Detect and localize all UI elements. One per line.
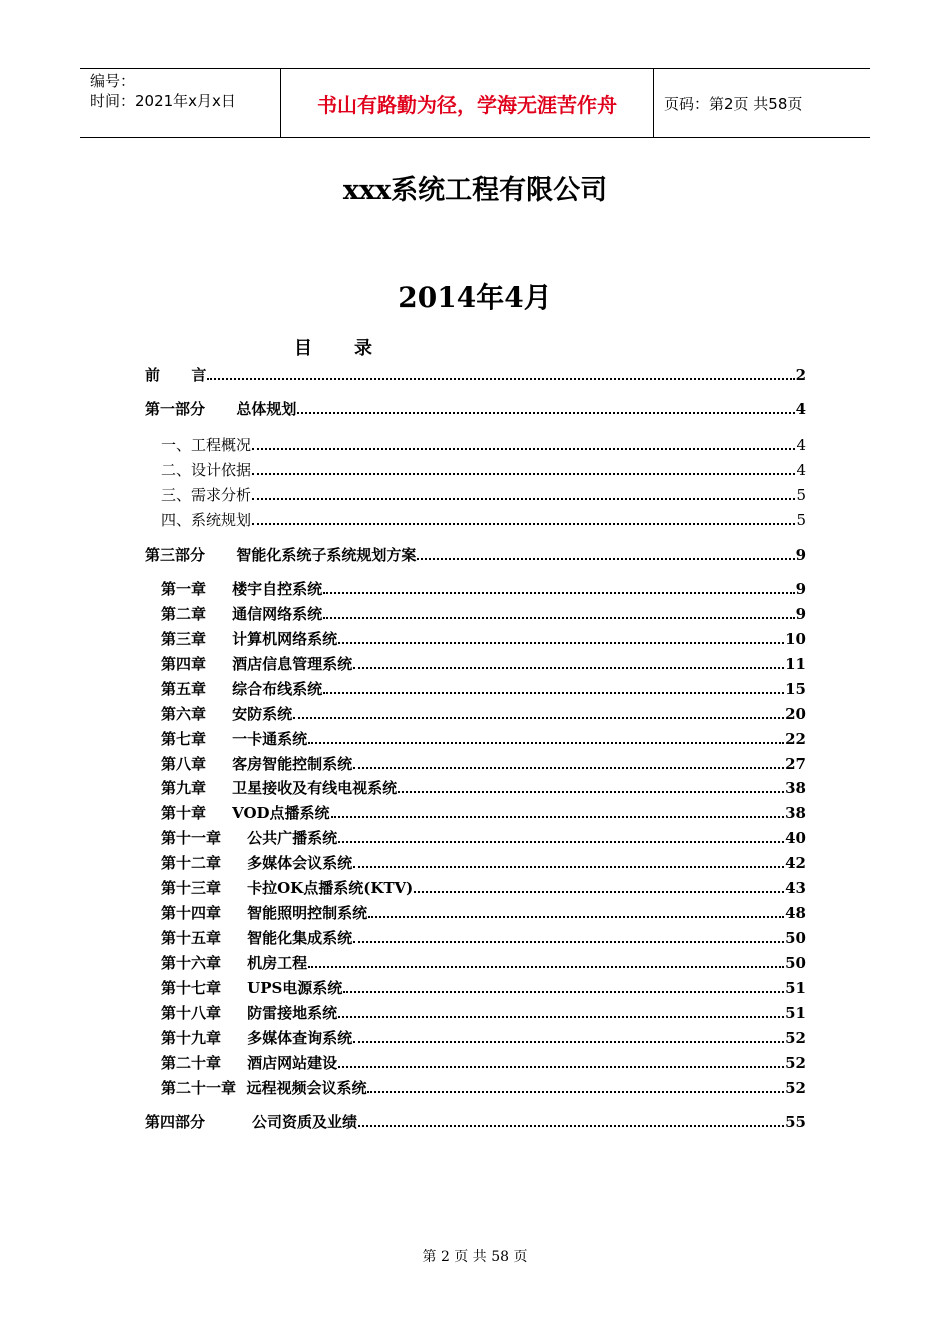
toc-leader-dots <box>331 816 785 818</box>
toc-leader-dots <box>353 667 784 669</box>
toc-entry <box>145 852 806 874</box>
toc-entry-page: 50 <box>785 929 806 947</box>
toc-entry-page: 52 <box>785 1054 806 1072</box>
toc-entry-page: 43 <box>785 879 806 897</box>
toc-leader-dots <box>323 692 784 694</box>
toc-entry-page: 2 <box>795 366 806 384</box>
toc-entry-label: 第十一章 公共广播系统 <box>161 829 338 847</box>
toc-leader-dots <box>207 378 794 380</box>
toc-entry-label: 第三章 计算机网络系统 <box>161 630 338 648</box>
toc-entry-page: 52 <box>785 1079 806 1097</box>
toc-entry <box>145 434 806 456</box>
toc-entry-page: 22 <box>785 730 806 748</box>
toc-leader-dots <box>252 523 795 525</box>
toc-entry <box>145 1052 806 1074</box>
toc-entry-page: 4 <box>796 436 806 454</box>
toc-entry-label: 第二十一章 远程视频会议系统 <box>161 1079 367 1097</box>
toc-entry-label: 第六章 安防系统 <box>161 705 293 723</box>
toc-entry-label: 二、设计依据 <box>161 461 252 479</box>
toc-entry <box>145 977 806 999</box>
toc-entry <box>145 703 806 725</box>
toc-entry-page: 4 <box>796 461 806 479</box>
toc-entry <box>145 509 806 531</box>
toc-entry <box>145 927 806 949</box>
toc-entry-page: 9 <box>795 580 806 598</box>
toc-entry-page: 52 <box>785 1029 806 1047</box>
toc-leader-dots <box>323 617 794 619</box>
toc-entry-label: 第十八章 防雷接地系统 <box>161 1004 338 1022</box>
company-name: xxx系统工程有限公司 <box>342 175 608 206</box>
toc-entry-page: 9 <box>795 605 806 623</box>
toc-entry-label: 第十六章 机房工程 <box>161 954 308 972</box>
toc-entry <box>145 952 806 974</box>
toc-entry-label: 第一部分 总体规划 <box>145 400 297 418</box>
header-motto: 书山有路勤为径，学海无涯苦作舟 <box>281 69 654 137</box>
toc-entry-page: 38 <box>785 779 806 797</box>
toc-entry-page: 48 <box>785 904 806 922</box>
toc-entry-label: 第八章 客房智能控制系统 <box>161 755 353 773</box>
toc-leader-dots <box>338 1066 784 1068</box>
toc-leader-dots <box>358 1125 784 1127</box>
toc-entry <box>145 877 806 899</box>
toc-leader-dots <box>338 1016 784 1018</box>
toc-entry-label: 第五章 综合布线系统 <box>161 680 323 698</box>
header-meta <box>80 69 281 137</box>
toc-leader-dots <box>398 791 784 793</box>
toc-entry-page: 4 <box>795 400 806 418</box>
toc-entry-label: 第十四章 智能照明控制系统 <box>161 904 368 922</box>
toc-entry-label: 第十九章 多媒体查询系统 <box>161 1029 353 1047</box>
toc-entry <box>145 1027 806 1049</box>
header-page-info: 页码：第2页 共58页 <box>664 94 803 113</box>
toc-entry-label: 第十章 VOD点播系统 <box>161 804 330 822</box>
page-footer: 第 2 页 共 58 页 <box>422 1249 528 1265</box>
toc-entry-label: 第四部分 公司资质及业绩 <box>145 1113 358 1131</box>
toc-entry <box>145 1111 806 1133</box>
toc-leader-dots <box>417 558 794 560</box>
toc-entry <box>145 777 806 799</box>
toc-leader-dots <box>338 841 784 843</box>
toc-entry-label: 三、需求分析 <box>161 486 252 504</box>
toc-leader-dots <box>353 1041 784 1043</box>
toc-entry-label: 第四章 酒店信息管理系统 <box>161 655 353 673</box>
toc-leader-dots <box>252 498 795 500</box>
toc-leader-dots <box>353 866 784 868</box>
toc-entry-page: 9 <box>795 546 806 564</box>
toc-entry-page: 42 <box>785 854 806 872</box>
toc-entry-label: 第十五章 智能化集成系统 <box>161 929 353 947</box>
toc-entry-label: 第七章 一卡通系统 <box>161 730 308 748</box>
toc-entry <box>145 753 806 775</box>
toc-entry-page: 11 <box>785 655 806 673</box>
toc-entry <box>145 578 806 600</box>
toc-title: 目录 <box>294 338 414 359</box>
toc-entry-label: 一、工程概况 <box>161 436 252 454</box>
toc-entry-page: 5 <box>796 486 806 504</box>
toc-entry-page: 55 <box>785 1113 806 1131</box>
toc-entry <box>145 1002 806 1024</box>
toc-entry-page: 27 <box>785 755 806 773</box>
toc-entry-label: 第十三章 卡拉OK点播系统(KTV) <box>161 879 414 897</box>
toc-entry-label: 四、系统规划 <box>161 511 252 529</box>
toc-entry <box>145 484 806 506</box>
toc-entry-page: 38 <box>785 804 806 822</box>
page-header <box>80 68 870 138</box>
toc-leader-dots <box>252 448 795 450</box>
toc-entry-label: 第十七章 UPS电源系统 <box>161 979 343 997</box>
toc-entry <box>145 364 806 386</box>
number-label: 编号： <box>90 72 136 90</box>
toc-leader-dots <box>252 473 795 475</box>
toc-entry-page: 51 <box>785 1004 806 1022</box>
toc-entry-label: 前 言 <box>145 366 207 384</box>
toc-leader-dots <box>343 991 784 993</box>
toc-entry <box>145 653 806 675</box>
document-date: 2014年4月 <box>398 281 552 314</box>
toc-entry-page: 40 <box>785 829 806 847</box>
toc-leader-dots <box>297 412 794 414</box>
toc-entry-page: 51 <box>785 979 806 997</box>
toc-entry-label: 第九章 卫星接收及有线电视系统 <box>161 779 398 797</box>
toc-leader-dots <box>353 941 784 943</box>
toc-entry <box>145 459 806 481</box>
toc-entry-label: 第三部分 智能化系统子系统规划方案 <box>145 546 417 564</box>
toc-entry <box>145 678 806 700</box>
toc-entry-label: 第一章 楼宇自控系统 <box>161 580 323 598</box>
toc-leader-dots <box>308 966 784 968</box>
toc-leader-dots <box>338 642 784 644</box>
toc-leader-dots <box>414 891 784 893</box>
toc-entry <box>145 802 806 824</box>
toc-entry <box>145 544 806 566</box>
toc-leader-dots <box>367 1091 784 1093</box>
toc-entry <box>145 902 806 924</box>
toc-entry <box>145 628 806 650</box>
toc-entry-page: 50 <box>785 954 806 972</box>
time-label: 时间：2021年x月x日 <box>90 92 236 110</box>
toc-entry-page: 5 <box>796 511 806 529</box>
toc-leader-dots <box>368 916 784 918</box>
toc-entry <box>145 603 806 625</box>
toc-entry <box>145 398 806 420</box>
toc-entry <box>145 1077 806 1099</box>
toc-entry-label: 第二十章 酒店网站建设 <box>161 1054 338 1072</box>
toc-leader-dots <box>323 592 794 594</box>
toc-entry-page: 10 <box>785 630 806 648</box>
toc-entry-page: 15 <box>785 680 806 698</box>
toc-leader-dots <box>353 767 784 769</box>
toc-leader-dots <box>308 742 784 744</box>
toc-entry <box>145 728 806 750</box>
toc-entry-label: 第二章 通信网络系统 <box>161 605 323 623</box>
toc-entry-label: 第十二章 多媒体会议系统 <box>161 854 353 872</box>
toc-entry-page: 20 <box>785 705 806 723</box>
toc-leader-dots <box>293 717 784 719</box>
toc-entry <box>145 827 806 849</box>
